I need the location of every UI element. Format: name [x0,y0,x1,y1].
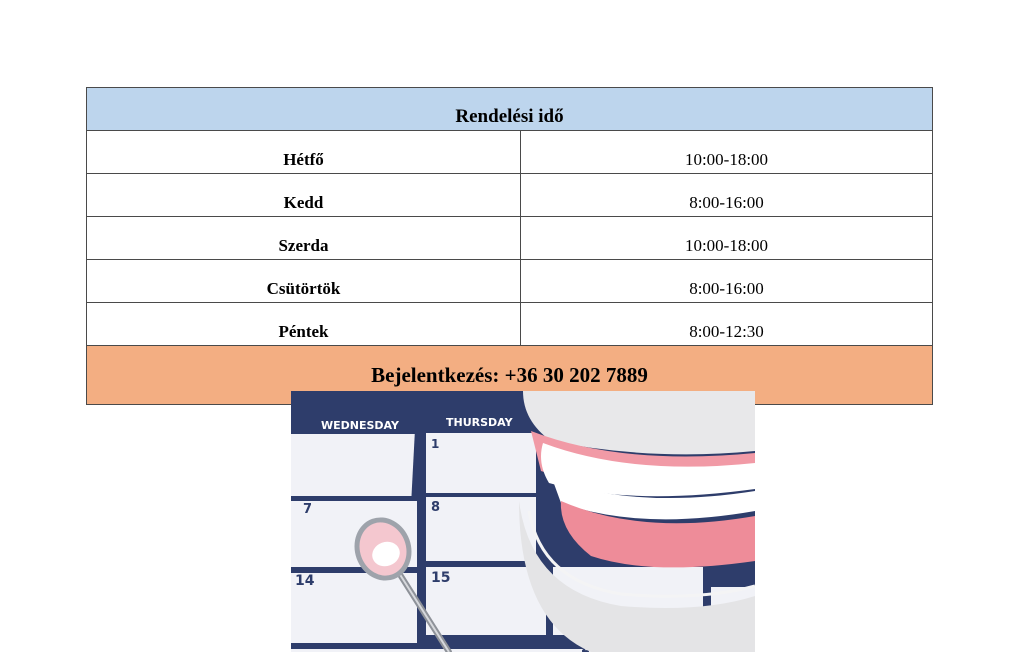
table-title: Rendelési idő [87,88,933,131]
opening-hours-table [86,87,933,405]
hours-cell: 10:00-18:00 [521,217,933,260]
table-row [87,131,933,174]
calendar-day-label: WEDNESDAY [321,419,399,432]
day-cell: Péntek [87,303,521,346]
hours-cell: 8:00-16:00 [521,174,933,217]
day-cell: Szerda [87,217,521,260]
table-header-row [87,88,933,131]
photo-illustration [291,391,755,652]
calendar-date: 15 [431,570,451,586]
booking-phone: Bejelentkezés: +36 30 202 7889 [87,346,933,405]
hours-cell: 10:00-18:00 [521,131,933,174]
day-cell: Hétfő [87,131,521,174]
calendar-date: 7 [303,502,313,517]
table-row [87,303,933,346]
day-cell: Kedd [87,174,521,217]
table-row [87,217,933,260]
table-row [87,174,933,217]
calendar-cell [426,433,536,493]
dental-calendar-photo [291,391,755,652]
day-cell: Csütörtök [87,260,521,303]
calendar-day-label: THURSDAY [446,416,513,429]
table-row [87,260,933,303]
calendar-date: 8 [431,500,441,515]
hours-cell: 8:00-16:00 [521,260,933,303]
calendar-date: 1 [431,437,440,451]
calendar-cell [291,434,415,496]
hours-cell: 8:00-12:30 [521,303,933,346]
calendar-date: 14 [295,573,315,589]
